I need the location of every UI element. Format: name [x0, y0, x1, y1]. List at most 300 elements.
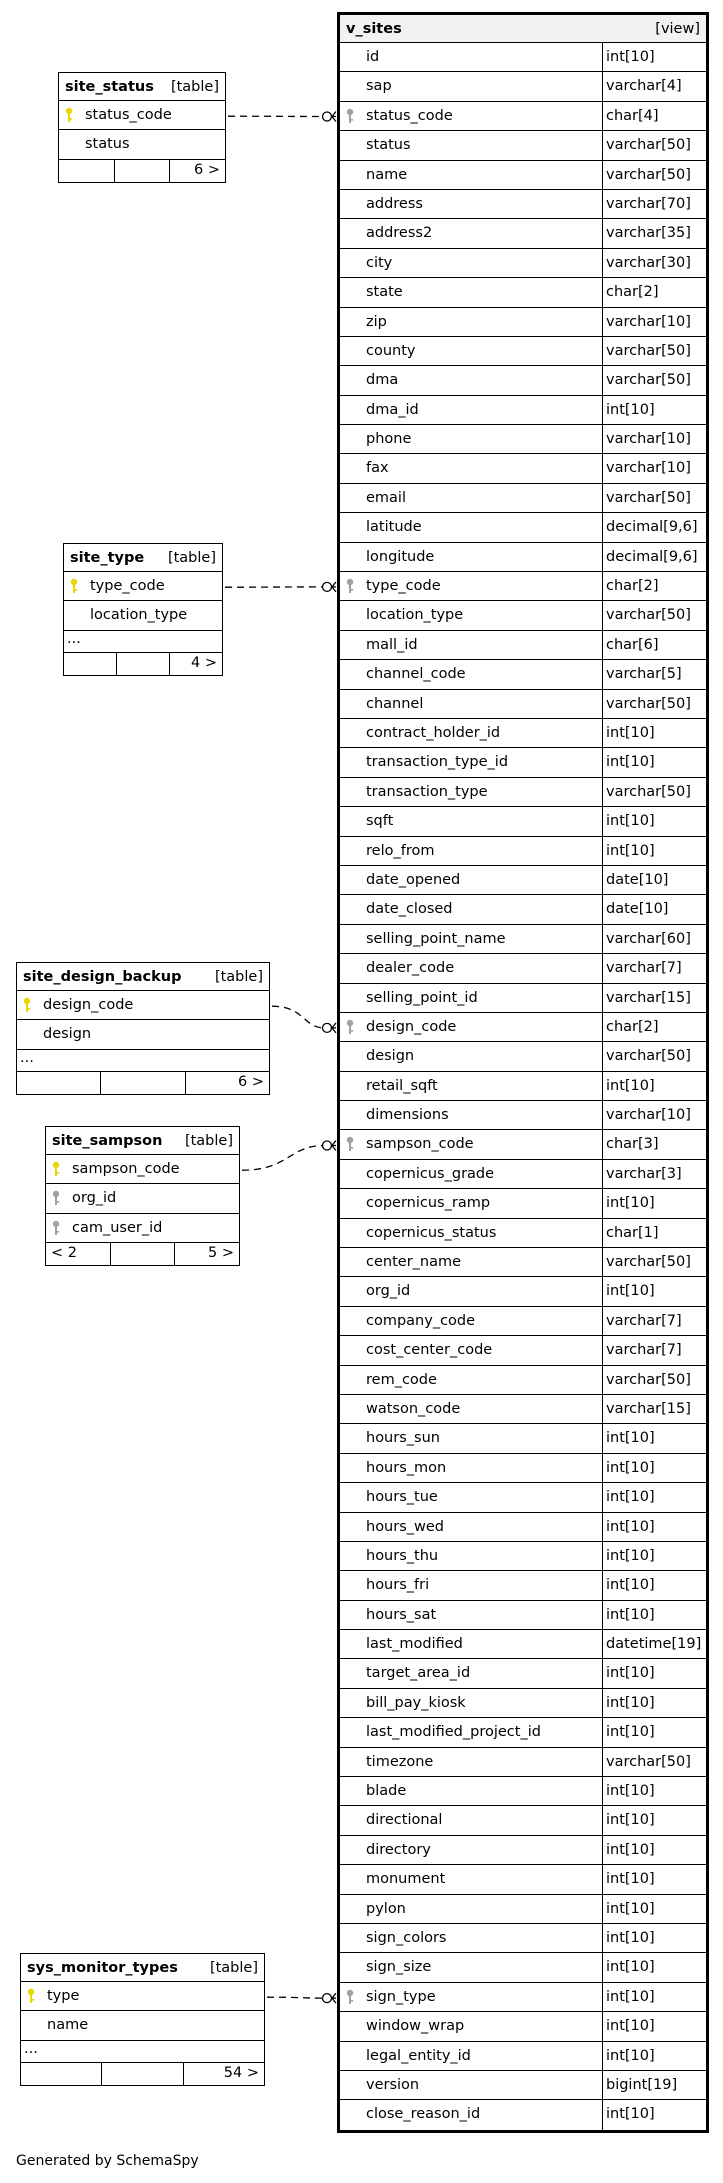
column-type: int[10] — [602, 2012, 706, 2040]
table-name[interactable]: v_sites — [346, 20, 402, 37]
column-row[interactable] — [340, 484, 706, 513]
column-type: varchar[4] — [602, 72, 706, 100]
primary-key-icon — [21, 991, 39, 1019]
column-name: copernicus_grade — [366, 1165, 495, 1182]
column-name: design_code — [366, 1018, 457, 1035]
children-count[interactable]: 6 > — [238, 1073, 264, 1090]
column-type: char[2] — [602, 278, 706, 306]
column-name: type_code — [366, 578, 441, 595]
primary-key-icon — [50, 1155, 68, 1183]
primary-key-icon — [25, 1982, 43, 2010]
column-row[interactable] — [340, 954, 706, 983]
table-site-design-backup[interactable] — [16, 962, 270, 1095]
column-type: int[10] — [602, 1659, 706, 1687]
column-type: int[10] — [602, 43, 706, 71]
column-row[interactable] — [340, 895, 706, 924]
column-type: char[2] — [602, 1013, 706, 1041]
many-end-marker — [332, 1993, 336, 2003]
column-row[interactable] — [64, 572, 222, 601]
column-name: sign_size — [366, 1959, 432, 1976]
foreign-key-icon — [344, 1130, 362, 1158]
column-name: bill_pay_kiosk — [366, 1694, 466, 1711]
column-row[interactable] — [340, 1248, 706, 1277]
column-row[interactable] — [59, 101, 225, 130]
many-end-marker — [332, 1023, 336, 1033]
column-name: hours_wed — [366, 1518, 445, 1535]
table-site-status[interactable] — [58, 72, 226, 183]
children-count[interactable]: 6 > — [194, 161, 221, 178]
column-row[interactable] — [340, 1865, 706, 1894]
column-row[interactable] — [340, 925, 706, 954]
column-type: decimal[9,6] — [602, 543, 706, 571]
column-name: longitude — [366, 548, 435, 565]
column-type: int[10] — [602, 396, 706, 424]
column-type: int[10] — [602, 1953, 706, 1981]
column-row[interactable] — [340, 1336, 706, 1365]
column-name: date_closed — [366, 901, 453, 918]
column-row[interactable] — [46, 1155, 239, 1184]
table-footer — [64, 653, 222, 675]
column-row[interactable] — [340, 1542, 706, 1571]
column-name: hours_tue — [366, 1489, 438, 1506]
column-row[interactable] — [340, 249, 706, 278]
column-row[interactable] — [340, 866, 706, 895]
column-type: date[10] — [602, 895, 706, 923]
column-row[interactable] — [64, 601, 222, 630]
column-type: int[10] — [602, 748, 706, 776]
column-row[interactable] — [340, 1689, 706, 1718]
column-row[interactable] — [340, 660, 706, 689]
column-row[interactable] — [17, 991, 269, 1020]
column-row[interactable] — [340, 2071, 706, 2100]
column-name: type_code — [90, 578, 165, 594]
column-type: decimal[9,6] — [602, 513, 706, 541]
column-type: varchar[70] — [602, 190, 706, 218]
column-name: sqft — [366, 813, 394, 830]
column-name: hours_fri — [366, 1577, 430, 1594]
table-name[interactable]: site_design_backup — [23, 968, 182, 985]
column-type: varchar[30] — [602, 249, 706, 277]
relationship-line — [225, 582, 336, 592]
column-type: int[10] — [602, 1571, 706, 1599]
parents-count[interactable]: < 2 — [46, 1243, 111, 1265]
parents-count — [17, 1072, 101, 1094]
column-type: int[10] — [602, 1483, 706, 1511]
column-row[interactable] — [340, 1160, 706, 1189]
column-name: location_type — [366, 607, 464, 624]
footer-spacer — [101, 1072, 185, 1094]
column-name: rem_code — [366, 1371, 437, 1388]
column-type: varchar[50] — [602, 366, 706, 394]
column-row[interactable] — [340, 219, 706, 248]
column-name: transaction_type_id — [366, 754, 509, 771]
column-row[interactable] — [340, 748, 706, 777]
table-header[interactable] — [59, 73, 225, 101]
column-name: company_code — [366, 1312, 476, 1329]
column-row[interactable] — [340, 690, 706, 719]
column-row[interactable] — [340, 1307, 706, 1336]
column-row[interactable] — [340, 308, 706, 337]
column-name: mall_id — [366, 636, 418, 653]
column-type: int[10] — [602, 807, 706, 835]
column-name: status — [366, 137, 411, 154]
column-name: directional — [366, 1812, 443, 1829]
optional-end-marker — [323, 1141, 332, 1150]
column-name: channel — [366, 695, 424, 712]
column-name: hours_sat — [366, 1606, 437, 1623]
relationship-line — [267, 1993, 336, 2003]
column-type: int[10] — [602, 1689, 706, 1717]
table-header[interactable] — [17, 963, 269, 991]
footer-spacer — [102, 2063, 183, 2085]
column-row[interactable] — [340, 1219, 706, 1248]
table-header[interactable] — [340, 15, 706, 43]
column-type: char[6] — [602, 631, 706, 659]
foreign-key-icon — [50, 1214, 68, 1242]
many-end-marker — [332, 582, 336, 592]
column-row[interactable] — [340, 454, 706, 483]
column-name: window_wrap — [366, 2018, 465, 2035]
column-type: varchar[10] — [602, 1101, 706, 1129]
parents-count — [64, 653, 117, 675]
column-type: varchar[50] — [602, 601, 706, 629]
table-site-type[interactable] — [63, 543, 223, 676]
column-type: int[10] — [602, 1924, 706, 1952]
column-type: varchar[7] — [602, 1336, 706, 1364]
column-name: date_opened — [366, 871, 461, 888]
column-type: int[10] — [602, 1806, 706, 1834]
column-type: int[10] — [602, 1454, 706, 1482]
column-name: fax — [366, 460, 389, 477]
column-name: close_reason_id — [366, 2106, 481, 2123]
column-name: version — [366, 2076, 420, 2093]
column-type: int[10] — [602, 1513, 706, 1541]
column-name: design_code — [43, 997, 134, 1013]
column-row[interactable] — [340, 631, 706, 660]
column-name: relo_from — [366, 842, 435, 859]
column-type: varchar[7] — [602, 954, 706, 982]
column-row[interactable] — [340, 1013, 706, 1042]
column-name: design — [366, 1048, 415, 1065]
column-name: design — [43, 1026, 92, 1043]
column-name: center_name — [366, 1254, 462, 1271]
column-name: dma_id — [366, 401, 419, 418]
column-row[interactable] — [340, 1718, 706, 1747]
table-footer — [59, 160, 225, 182]
column-row[interactable] — [340, 1748, 706, 1777]
column-type: char[4] — [602, 102, 706, 130]
column-name: monument — [366, 1871, 446, 1888]
column-row[interactable] — [340, 72, 706, 101]
column-row[interactable] — [340, 1042, 706, 1071]
table-name[interactable]: site_status — [65, 78, 154, 95]
column-row[interactable] — [340, 1513, 706, 1542]
column-type: varchar[50] — [602, 1748, 706, 1776]
column-name: watson_code — [366, 1400, 461, 1417]
column-type: int[10] — [602, 1189, 706, 1217]
column-type: int[10] — [602, 1277, 706, 1305]
column-type: int[10] — [602, 1542, 706, 1570]
column-name: state — [366, 284, 403, 301]
column-row[interactable] — [46, 1184, 239, 1213]
column-name: blade — [366, 1783, 407, 1800]
column-type: varchar[50] — [602, 1366, 706, 1394]
optional-end-marker — [323, 112, 332, 121]
column-row[interactable] — [340, 837, 706, 866]
foreign-key-icon — [344, 1013, 362, 1041]
column-type: int[10] — [602, 1895, 706, 1923]
parents-count — [21, 2063, 102, 2085]
column-type: int[10] — [602, 2100, 706, 2129]
column-type: int[10] — [602, 1601, 706, 1629]
view-v-sites[interactable] — [337, 12, 709, 2133]
column-type: varchar[50] — [602, 1042, 706, 1070]
column-row[interactable] — [340, 1777, 706, 1806]
column-type: varchar[10] — [602, 425, 706, 453]
column-name: directory — [366, 1841, 431, 1858]
column-name: org_id — [366, 1283, 411, 1300]
column-row[interactable] — [340, 1101, 706, 1130]
column-type: int[10] — [602, 1865, 706, 1893]
table-kind: [table] — [184, 1132, 233, 1149]
foreign-key-icon — [344, 102, 362, 130]
column-name: hours_sun — [366, 1430, 440, 1447]
column-type: varchar[10] — [602, 454, 706, 482]
column-row[interactable] — [21, 1982, 264, 2011]
column-row[interactable] — [21, 2011, 264, 2040]
column-name: channel_code — [366, 666, 466, 683]
column-row[interactable] — [340, 1483, 706, 1512]
column-row[interactable] — [340, 396, 706, 425]
column-type: date[10] — [602, 866, 706, 894]
column-name: sampson_code — [366, 1136, 474, 1153]
primary-key-icon — [68, 572, 86, 600]
foreign-key-icon — [344, 1983, 362, 2011]
column-type: char[1] — [602, 1219, 706, 1247]
optional-end-marker — [323, 1994, 332, 2003]
column-name: phone — [366, 431, 412, 448]
column-name: location_type — [90, 607, 188, 624]
column-name: selling_point_id — [366, 989, 478, 1006]
column-row[interactable] — [340, 1630, 706, 1659]
column-row[interactable] — [340, 719, 706, 748]
column-name: timezone — [366, 1753, 434, 1770]
table-kind: [view] — [655, 20, 700, 37]
relationship-line — [228, 112, 336, 122]
column-type: varchar[35] — [602, 219, 706, 247]
more-columns-ellipsis: ... — [64, 631, 222, 653]
column-name: last_modified — [366, 1636, 463, 1653]
column-name: county — [366, 342, 416, 359]
column-row[interactable] — [340, 1189, 706, 1218]
column-name: copernicus_status — [366, 1224, 497, 1241]
column-row[interactable] — [340, 190, 706, 219]
column-type: bigint[19] — [602, 2071, 706, 2099]
column-name: retail_sqft — [366, 1077, 438, 1094]
column-row[interactable] — [340, 513, 706, 542]
table-sys-monitor-types[interactable] — [20, 1953, 265, 2086]
column-name: target_area_id — [366, 1665, 471, 1682]
column-name: selling_point_name — [366, 930, 506, 947]
table-kind: [table] — [170, 78, 219, 95]
column-name: address — [366, 195, 423, 212]
column-row[interactable] — [340, 1424, 706, 1453]
table-header[interactable] — [64, 544, 222, 572]
column-name: address2 — [366, 225, 433, 242]
column-name: cam_user_id — [72, 1219, 163, 1236]
column-type: char[3] — [602, 1130, 706, 1158]
column-type: int[10] — [602, 1072, 706, 1100]
table-name[interactable]: sys_monitor_types — [27, 1959, 178, 1976]
table-header[interactable] — [21, 1954, 264, 1982]
column-row[interactable] — [340, 1953, 706, 1982]
column-type: varchar[50] — [602, 161, 706, 189]
table-site-sampson[interactable] — [45, 1126, 240, 1266]
column-row[interactable] — [340, 1924, 706, 1953]
column-row[interactable] — [340, 2042, 706, 2071]
column-type: varchar[15] — [602, 984, 706, 1012]
column-row[interactable] — [340, 1395, 706, 1424]
footer-spacer — [117, 653, 170, 675]
column-row[interactable] — [340, 1366, 706, 1395]
column-type: int[10] — [602, 1983, 706, 2011]
column-type: varchar[50] — [602, 131, 706, 159]
relationship-line — [242, 1141, 336, 1171]
table-header[interactable] — [46, 1127, 239, 1155]
column-row[interactable] — [340, 1659, 706, 1688]
column-name: last_modified_project_id — [366, 1724, 541, 1741]
column-row[interactable] — [340, 278, 706, 307]
column-name: city — [366, 254, 393, 271]
column-row[interactable] — [340, 1130, 706, 1159]
foreign-key-icon — [344, 572, 362, 600]
column-name: email — [366, 489, 406, 506]
column-row[interactable] — [340, 131, 706, 160]
footer-spacer — [115, 160, 171, 182]
generated-by-credit[interactable]: Generated by SchemaSpy — [16, 2153, 199, 2169]
column-row[interactable] — [340, 1895, 706, 1924]
column-name: hours_mon — [366, 1459, 447, 1476]
column-row[interactable] — [340, 1836, 706, 1865]
table-footer — [17, 1072, 269, 1094]
column-type: int[10] — [602, 2042, 706, 2070]
column-type: varchar[50] — [602, 337, 706, 365]
column-row[interactable] — [340, 1277, 706, 1306]
column-type: int[10] — [602, 1777, 706, 1805]
column-name: legal_entity_id — [366, 2047, 471, 2064]
parents-count — [59, 160, 115, 182]
column-name: org_id — [72, 1190, 117, 1207]
column-name: sign_type — [366, 1988, 436, 2005]
column-row[interactable] — [46, 1214, 239, 1243]
column-type: varchar[60] — [602, 925, 706, 953]
column-name: copernicus_ramp — [366, 1195, 491, 1212]
table-footer — [46, 1243, 239, 1265]
column-name: dimensions — [366, 1107, 449, 1124]
column-type: varchar[50] — [602, 690, 706, 718]
column-type: varchar[15] — [602, 1395, 706, 1423]
column-name: sap — [366, 78, 392, 95]
children-count[interactable]: 4 > — [191, 654, 217, 671]
column-name: name — [366, 166, 408, 183]
column-row[interactable] — [340, 102, 706, 131]
column-type: varchar[7] — [602, 1307, 706, 1335]
column-type: varchar[50] — [602, 778, 706, 806]
column-name: sampson_code — [72, 1161, 180, 1177]
column-type: varchar[10] — [602, 308, 706, 336]
column-name: name — [47, 2017, 89, 2034]
column-name: dma — [366, 372, 399, 389]
column-type: char[2] — [602, 572, 706, 600]
column-type: varchar[3] — [602, 1160, 706, 1188]
table-kind: [table] — [214, 968, 263, 985]
optional-end-marker — [323, 1023, 332, 1032]
column-name: transaction_type — [366, 783, 488, 800]
column-row[interactable] — [340, 1806, 706, 1835]
more-columns-ellipsis: ... — [17, 1050, 269, 1072]
column-type: datetime[19] — [602, 1630, 706, 1658]
more-columns-ellipsis: ... — [21, 2041, 264, 2063]
column-name: status_code — [85, 107, 172, 123]
children-count[interactable]: 54 > — [223, 2064, 259, 2081]
column-row[interactable] — [340, 1454, 706, 1483]
many-end-marker — [332, 112, 336, 122]
column-type: int[10] — [602, 719, 706, 747]
column-name: cost_center_code — [366, 1342, 493, 1359]
column-row[interactable] — [340, 1601, 706, 1630]
column-row[interactable] — [340, 984, 706, 1013]
foreign-key-icon — [50, 1184, 68, 1212]
column-name: dealer_code — [366, 960, 455, 977]
column-type: int[10] — [602, 837, 706, 865]
relationship-line — [272, 1006, 336, 1033]
column-row[interactable] — [340, 1983, 706, 2012]
column-type: int[10] — [602, 1718, 706, 1746]
column-row[interactable] — [340, 2012, 706, 2041]
column-row[interactable] — [340, 161, 706, 190]
table-kind: [table] — [209, 1959, 258, 1976]
table-name[interactable]: site_type — [70, 549, 145, 566]
optional-end-marker — [323, 582, 332, 591]
children-count[interactable]: 5 > — [208, 1245, 235, 1262]
column-row[interactable] — [17, 1020, 269, 1049]
column-name: status_code — [366, 107, 453, 124]
column-name: id — [366, 49, 380, 65]
column-name: status — [85, 136, 130, 153]
column-row[interactable] — [340, 2100, 706, 2129]
column-row[interactable] — [340, 1072, 706, 1101]
column-name: latitude — [366, 519, 422, 536]
column-row[interactable] — [340, 1571, 706, 1600]
column-row[interactable] — [340, 43, 706, 72]
column-name: zip — [366, 313, 387, 330]
column-row[interactable] — [340, 337, 706, 366]
column-row[interactable] — [340, 425, 706, 454]
column-row[interactable] — [340, 572, 706, 601]
column-name: hours_thu — [366, 1547, 439, 1564]
table-name[interactable]: site_sampson — [52, 1132, 163, 1149]
column-type: int[10] — [602, 1836, 706, 1864]
column-row[interactable] — [59, 130, 225, 159]
column-row[interactable] — [340, 366, 706, 395]
primary-key-icon — [63, 101, 81, 129]
table-footer — [21, 2063, 264, 2085]
column-row[interactable] — [340, 543, 706, 572]
column-row[interactable] — [340, 778, 706, 807]
column-row[interactable] — [340, 807, 706, 836]
column-row[interactable] — [340, 601, 706, 630]
column-type: varchar[50] — [602, 1248, 706, 1276]
